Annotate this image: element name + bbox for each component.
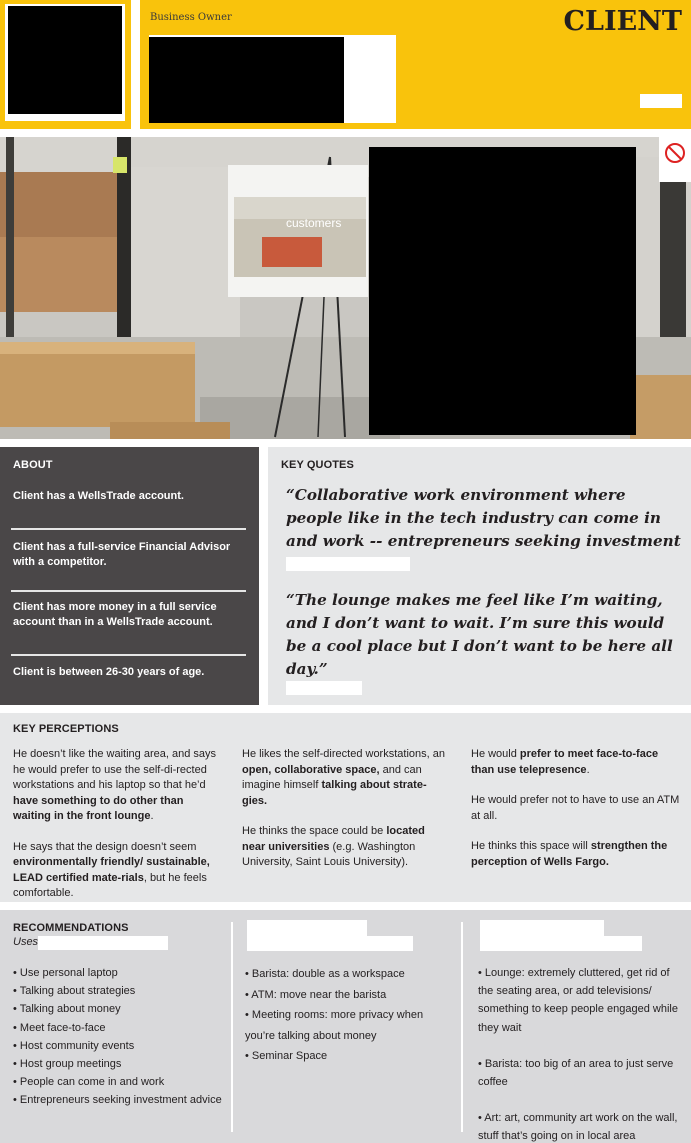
perception-text: (e.g. Washington University, Saint Louis University). (242, 840, 416, 868)
list-item: • Art: art, community art work on the wall, stuff that’s going on in local area (478, 1112, 678, 1143)
key-perceptions-panel (0, 713, 691, 902)
perception-text: He doesn’t like the waiting area, and says he would prefer to use the self-di-rected workstations and his laptop so that he’d (13, 748, 217, 791)
perception-paragraph (242, 747, 447, 809)
list-item: • Use personal laptop (13, 967, 118, 979)
perception-text: He would (471, 748, 520, 760)
key-perceptions-title: KEY PERCEPTIONS (13, 723, 119, 735)
recommendations-title: RECOMMENDATIONS (13, 922, 129, 934)
perception-text: and can imagine himself (242, 763, 422, 791)
site-photo (0, 137, 691, 439)
key-quotes-title: KEY QUOTES (281, 459, 354, 471)
perception-text: . (150, 810, 154, 822)
perception-highlight: prefer to meet face-to-face than use telepresence (471, 748, 659, 776)
perception-text: He says that the design doesn’t seem (13, 840, 197, 853)
recommendations-column-3 (478, 964, 686, 1143)
list-item: • Barista: double as a workspace (245, 968, 405, 980)
client-label: CLIENT (563, 6, 682, 37)
perception-paragraph (13, 747, 220, 825)
list-item: • Host group meetings (13, 1058, 122, 1071)
perception-text: He thinks this space will (471, 840, 591, 852)
perception-paragraph: He would prefer not to have to use an ATM at all. (471, 794, 680, 822)
about-item: Client has a WellsTrade account. (13, 490, 184, 502)
quote-1-attribution-redacted (286, 557, 410, 571)
recommendations-subtitle: Uses (13, 936, 39, 948)
perception-text: He likes the self-directed workstations, an (242, 748, 445, 760)
perception-highlight: have something to do other than waiting in the front lounge (13, 794, 184, 822)
portrait-frame (0, 0, 131, 129)
about-panel (0, 447, 259, 705)
recommendations-subtitle-redacted (38, 936, 168, 950)
list-item: • Meet face-to-face (13, 1021, 106, 1034)
column-3-subheading-redacted (480, 936, 642, 951)
portrait-redacted (8, 6, 122, 114)
perception-paragraph (471, 747, 681, 778)
about-divider (11, 654, 246, 656)
column-divider (461, 922, 463, 1132)
person-redacted (369, 147, 636, 435)
recommendations-panel (0, 910, 691, 1143)
recommendations-column-1 (13, 964, 223, 1110)
about-item: Client has a full-service Financial Advisor with a competitor. (13, 541, 231, 568)
list-item: • Host community events (13, 1039, 135, 1052)
perceptions-column-2 (242, 747, 447, 886)
perception-text: , but he feels comfortable. (13, 871, 207, 899)
column-2-subheading-redacted (247, 936, 413, 951)
about-divider (11, 590, 246, 592)
list-item: • Talking about strategies (13, 985, 136, 998)
perceptions-column-1 (13, 747, 220, 917)
perception-highlight: environmentally friendly/ sustainable, LEAD certified mate-rials (13, 856, 210, 884)
column-divider (231, 922, 233, 1132)
list-item: • ATM: move near the barista (245, 988, 387, 1001)
perception-text: . (586, 763, 590, 776)
perception-paragraph (242, 824, 447, 871)
about-item: Client is between 26-30 years of age. (13, 666, 205, 678)
list-item: • People can come in and work (13, 1076, 165, 1089)
client-role: Business Owner (150, 12, 232, 23)
quote-1: “Collaborative work environment where people like in the tech industry can come in and work -- entrepreneurs seeking investment (286, 486, 681, 550)
recommendations-column-2 (245, 964, 450, 1067)
list-item: • Seminar Space (245, 1050, 328, 1062)
key-quotes-panel (268, 447, 691, 705)
perceptions-column-3 (471, 747, 681, 885)
perception-paragraph (13, 840, 220, 902)
list-item: • Talking about money (13, 1003, 121, 1016)
perception-paragraph (471, 839, 681, 870)
perception-highlight: strengthen the perception of Wells Fargo. (471, 840, 668, 868)
list-item: • Barista: too big of an area to just serve coffee (478, 1057, 674, 1089)
poster-text: customers (286, 216, 342, 230)
perception-text: He thinks the space could be (242, 825, 387, 837)
about-title: ABOUT (13, 459, 53, 471)
list-item: • Entrepreneurs seeking investment advice (13, 1094, 222, 1107)
client-name-redacted (149, 37, 344, 123)
about-item: Client has more money in a full service account than in a WellsTrade account. (13, 601, 217, 628)
list-item: • Lounge: extremely cluttered, get rid of the seating area, or add televisions/ something to keep people engaged while they wait (478, 967, 678, 1034)
header-band (140, 0, 691, 129)
perception-highlight: open, collaborative space, (242, 763, 380, 776)
header-tag-redacted (640, 94, 682, 108)
quote-2-attribution-redacted (286, 681, 362, 695)
perception-highlight: talking about strate-gies. (242, 779, 427, 807)
perception-highlight: located near universities (242, 825, 425, 853)
about-divider (11, 528, 246, 530)
quote-2: “The lounge makes me feel like I’m waiting, and I don’t want to wait. I’m sure this would be a cool place but I don’t want to be here all day.” (286, 591, 673, 678)
list-item: • Meeting rooms: more privacy when you’re talking about money (245, 1009, 424, 1042)
